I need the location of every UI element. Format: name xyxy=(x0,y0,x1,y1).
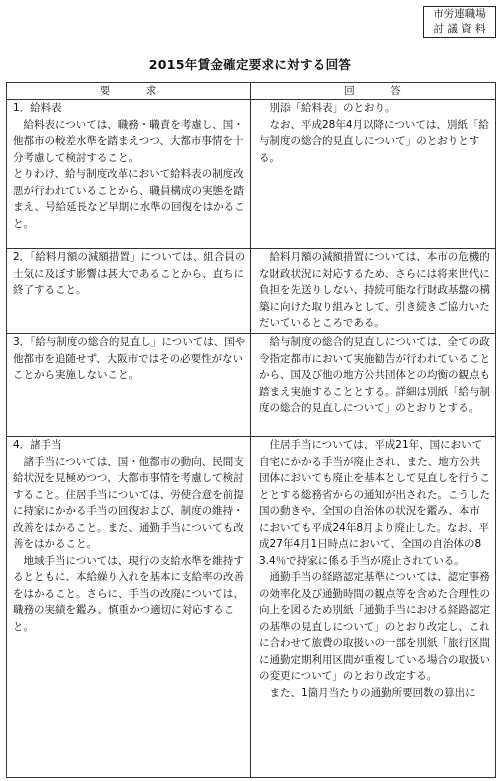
table-row xyxy=(7,437,496,778)
request-heading: 3．「給与制度の総合的見直し」については、国や他都市を追随せず、大阪市ではその必要性がないことから実施しないこと。 xyxy=(13,336,246,381)
request-heading: 1．給料表 xyxy=(13,102,62,114)
request-cell xyxy=(7,437,251,778)
request-heading: 4．諸手当 xyxy=(13,439,62,451)
request-heading: 2．「給料月額の減額措置」については、組合員の士気に及ぼす影響は甚大であることから、直ちに終了すること。 xyxy=(13,251,246,296)
answer-paragraph: 通勤手当の経路認定基準については、認定事務の効率化及び通勤時間の観点等を含めた合理性の向上を図るため別紙「通勤手当における経路認定の基準の見直しについて」のとおり改定し、これに合わせて旅費の取扱いの一部を別紙「旅行区間に通勤定期利用区間が重複している場合の取扱いの変更について」のとおり改定する。 xyxy=(259,571,490,682)
answer-paragraph: 住居手当については、平成21年、国において自宅にかかる手当が廃止され、また、地方公共団体においても廃止を基本として見直しを行うこととする総務省からの通知が出された。こうした国の動きや、全国の自治体の状況を鑑み、本市においても平成24年8月より廃止した。なお、平成27年4月1日時点において、全国の自治体の83.4％で持家に係る手当が廃止されている。 xyxy=(259,439,490,567)
document-stamp xyxy=(423,6,496,38)
answer-cell xyxy=(251,334,496,437)
request-paragraph: とりわけ、給与制度改革において給料表の制度改悪が行われていることから、職員構成の実態を踏まえ、号給延長など早期に水準の回復をはかること。 xyxy=(13,168,245,230)
table-header-row xyxy=(7,83,496,100)
page-title: 2015年賃金確定要求に対する回答 xyxy=(148,57,352,72)
stamp-line-1: 市労連職場 xyxy=(433,8,486,20)
table-row xyxy=(7,100,496,249)
table-row xyxy=(7,334,496,437)
request-answer-table xyxy=(6,82,496,778)
answer-paragraph: 別添「給料表」のとおり。 xyxy=(269,102,396,114)
table-row xyxy=(7,249,496,334)
request-paragraph: 地域手当については、現行の支給水準を維持するとともに、本給繰り入れを基本に支給率の改善をはかること。さらに、手当の改廃については、職務の実績を鑑み、慎重かつ適切に対応すること。 xyxy=(13,554,244,633)
stamp-line-2: 討 議 資 料 xyxy=(433,23,486,35)
header-answer: 回 答 xyxy=(251,83,496,100)
request-cell xyxy=(7,100,251,249)
header-request: 要 求 xyxy=(7,83,251,100)
answer-cell xyxy=(251,437,496,778)
answer-cell xyxy=(251,249,496,334)
request-paragraph: 給料表については、職務・職責を考慮し、国・他都市の較差水準を踏まえつつ、大都市事情を十分考慮して検討すること。 xyxy=(13,118,244,164)
answer-paragraph: また、1箇月当たりの通勤所要回数の算出に xyxy=(269,686,476,699)
answer-paragraph: なお、平成28年4月以降については、別紙「給与制度の総合的見直しについて」のとおりとする。 xyxy=(259,118,489,164)
answer-paragraph: 給与制度の総合的見直しについては、全ての政令指定都市において実施勧告が行われていることから、国及び他の地方公共団体との均衡の観点も踏まえ実施することとする。詳細は別紙「給与制度の総合的見直しについて」のとおりとする。 xyxy=(259,336,490,414)
request-cell xyxy=(7,249,251,334)
request-paragraph: 諸手当については、国・他都市の動向、民間支給状況を見極めつつ、大都市事情を考慮して検討すること。住居手当については、労使合意を前提に持家にかかる手当の回復および、制度の維持・改善をはかること。また、通勤手当についても改善をはかること。 xyxy=(13,455,244,550)
request-cell xyxy=(7,334,251,437)
answer-cell xyxy=(251,100,496,249)
answer-paragraph: 給料月額の減額措置については、本市の危機的な財政状況に対応するため、さらには将来世代に負担を先送りしない、持続可能な行財政基盤の構築に向けた取り組みとして、引き続きご協力いただいているところである。 xyxy=(259,251,490,329)
